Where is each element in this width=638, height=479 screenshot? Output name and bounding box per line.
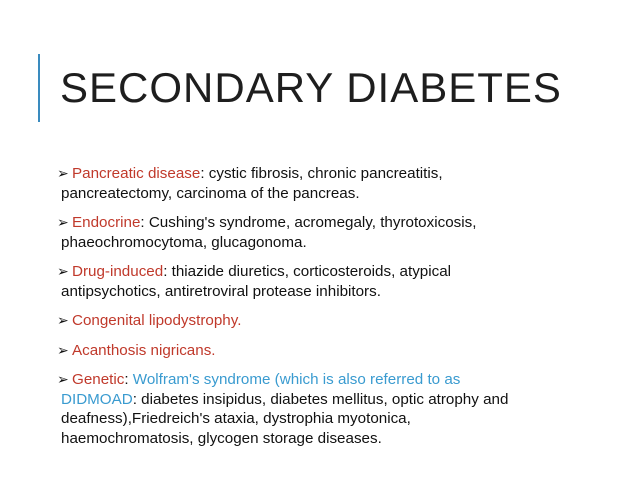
bullet-term: Congenital lipodystrophy. <box>72 312 242 329</box>
bullet-acanthosis-nigricans <box>57 341 620 361</box>
slide-title: SECONDARY DIABETES <box>60 64 562 111</box>
bullet-blue-text: DIDMOAD <box>61 390 133 408</box>
bullet-text: : thiazide diuretics, corticosteroids, atypical <box>163 263 452 280</box>
bullet-text: : diabetes insipidus, diabetes mellitus, optic atrophy and <box>132 390 509 408</box>
title-accent-bar <box>38 54 40 122</box>
bullet-line: antipsychotics, antiretroviral protease inhibitors. <box>61 282 381 300</box>
bullet-line <box>61 341 620 361</box>
bullet-line <box>61 370 620 390</box>
bullet-list <box>57 164 620 458</box>
bullet-line: pancreatectomy, carcinoma of the pancreas. <box>61 184 360 202</box>
bullet-term: Genetic <box>72 371 125 388</box>
arrow-right-triangle-icon: ➢ <box>57 341 69 358</box>
bullet-genetic <box>57 370 620 448</box>
bullet-line <box>61 213 620 233</box>
bullet-separator: : <box>124 371 133 388</box>
bullet-term: Acanthosis nigricans. <box>72 341 216 359</box>
bullet-congenital-lipodystrophy <box>57 311 620 331</box>
bullet-term: Endocrine <box>72 214 141 231</box>
arrow-right-triangle-icon: ➢ <box>57 371 69 387</box>
arrow-right-triangle-icon: ➢ <box>57 214 69 230</box>
bullet-line: haemochromatosis, glycogen storage diseases. <box>61 429 382 447</box>
bullet-line <box>61 164 620 184</box>
bullet-endocrine <box>57 213 620 252</box>
arrow-right-triangle-icon: ➢ <box>57 263 69 279</box>
bullet-line <box>61 311 620 331</box>
bullet-text: : Cushing's syndrome, acromegaly, thyrotoxicosis, <box>140 214 477 231</box>
bullet-drug-induced <box>57 262 620 301</box>
bullet-line <box>61 262 620 282</box>
bullet-term: Drug-induced <box>72 263 164 280</box>
bullet-text: : cystic fibrosis, chronic pancreatitis, <box>200 165 443 182</box>
bullet-line <box>61 390 620 410</box>
arrow-right-triangle-icon: ➢ <box>57 165 69 181</box>
bullet-pancreatic-disease <box>57 164 620 203</box>
bullet-line: phaeochromocytoma, glucagonoma. <box>61 233 307 251</box>
bullet-term: Pancreatic disease <box>72 165 201 182</box>
arrow-right-triangle-icon: ➢ <box>57 312 69 328</box>
bullet-blue-text: Wolfram's syndrome (which is also referred to as <box>132 371 461 388</box>
bullet-line: deafness),Friedreich's ataxia, dystrophia myotonica, <box>61 410 411 427</box>
